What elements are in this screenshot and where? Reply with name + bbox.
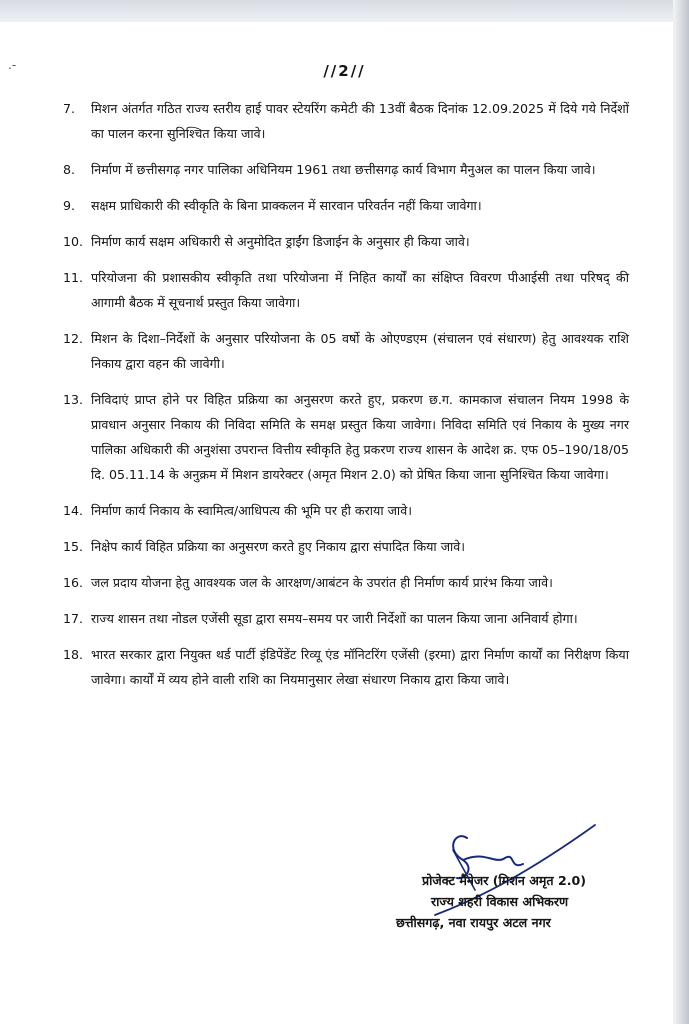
item-text: मिशन के दिशा–निर्देशों के अनुसार परियोजना के 05 वर्षो के ओएण्डएम (संचालन एवं संधारण) हेतु आवश्यक राशि निकाय द्वारा वहन की जावेगी। bbox=[91, 331, 629, 371]
item-number: 15. bbox=[63, 539, 84, 554]
scan-top-edge bbox=[0, 0, 689, 22]
item-text: निविदाएं प्राप्त होने पर विहित प्रक्रिया का अनुसरण करते हुए, प्रकरण छ.ग. कामकाज संचालन नियम 1998 के प्रावधान अनुसार निकाय की निविदा समिति के समक्ष प्रस्तुत किया जावेगा। निविदा समिति एवं निकाय के मुख्य नगर पालिका अधिकारी की अनुशंसा उपरान्त वित्तीय स्वीकृति हेतु प्रकरण राज्य शासन के आदेश क्र. एफ 05–190/18/05 दि. 05.11.14 के अनुक्रम में मिशन डायरेक्टर (अमृत मिशन 2.0) को प्रेषित किया जाना सुनिश्चित किया जावेगा। bbox=[91, 392, 629, 482]
instruction-list bbox=[63, 96, 629, 703]
list-item bbox=[63, 498, 629, 523]
signatory-department: राज्य शहरी विकास अभिकरण bbox=[431, 894, 569, 909]
item-text: परियोजना की प्रशासकीय स्वीकृति तथा परियोजना में निहित कार्यों का संक्षिप्त विवरण पीआईसी तथा परिषद् की आगामी बैठक में सूचनार्थ प्रस्तुत किया जावेगा। bbox=[91, 270, 629, 310]
list-item bbox=[63, 606, 629, 631]
item-text: मिशन अंतर्गत गठित राज्य स्तरीय हाई पावर स्टेयरिंग कमेटी की 13वीं बैठक दिनांक 12.09.2025 में दिये गये निर्देशों का पालन करना सुनिश्चित किया जावे। bbox=[91, 101, 629, 141]
list-item bbox=[63, 642, 629, 692]
scan-right-edge bbox=[673, 0, 689, 1024]
list-item bbox=[63, 570, 629, 595]
item-number: 13. bbox=[63, 392, 84, 407]
item-number: 14. bbox=[63, 503, 84, 518]
list-item bbox=[63, 157, 629, 182]
item-number: 16. bbox=[63, 575, 84, 590]
item-number: 8. bbox=[63, 162, 76, 177]
signatory-designation: प्रोजेक्ट मैनेजर (मिशन अमृत 2.0) bbox=[422, 873, 587, 888]
list-item bbox=[63, 326, 629, 376]
item-number: 17. bbox=[63, 611, 84, 626]
item-text: राज्य शासन तथा नोडल एजेंसी सूडा द्वारा समय–समय पर जारी निर्देशों का पालन किया जाना अनिवार्य होगा। bbox=[91, 611, 578, 626]
item-text: निक्षेप कार्य विहित प्रक्रिया का अनुसरण करते हुए निकाय द्वारा संपादित किया जावे। bbox=[91, 539, 466, 554]
list-item bbox=[63, 193, 629, 218]
signatory-location: छत्तीसगढ़, नवा रायपुर अटल नगर bbox=[396, 915, 551, 930]
item-text: जल प्रदाय योजना हेतु आवश्यक जल के आरक्षण/आबंटन के उपरांत ही निर्माण कार्य प्रारंभ किया जावे। bbox=[91, 575, 553, 590]
list-item bbox=[63, 534, 629, 559]
list-item bbox=[63, 387, 629, 487]
item-number: 9. bbox=[63, 198, 76, 213]
list-item bbox=[63, 96, 629, 146]
item-number: 10. bbox=[63, 234, 84, 249]
item-text: भारत सरकार द्वारा नियुक्त थर्ड पार्टी इंडिपेंडेंट रिव्यू एंड मॉनिटरिंग एजेंसी (इरमा) द्वारा निर्माण कार्यों का निरीक्षण किया जावेगा। कार्यों में व्यय होने वाली राशि का नियमानुसार लेखा संधारण निकाय द्वारा किया जावे। bbox=[91, 647, 629, 687]
list-item bbox=[63, 229, 629, 254]
signature-block bbox=[396, 870, 636, 933]
item-number: 18. bbox=[63, 647, 84, 662]
item-number: 12. bbox=[63, 331, 84, 346]
item-number: 7. bbox=[63, 101, 76, 116]
page-number: //2// bbox=[323, 62, 366, 80]
item-text: निर्माण कार्य सक्षम अधिकारी से अनुमोदित ड्राईंग डिजाईन के अनुसार ही किया जावे। bbox=[91, 234, 470, 249]
item-number: 11. bbox=[63, 270, 84, 285]
item-text: निर्माण में छत्तीसगढ़ नगर पालिका अधिनियम 1961 तथा छत्तीसगढ़ कार्य विभाग मैनुअल का पालन किया जावे। bbox=[91, 162, 596, 177]
corner-mark: .- bbox=[8, 58, 17, 72]
item-text: निर्माण कार्य निकाय के स्वामित्व/आधिपत्य की भूमि पर ही कराया जावे। bbox=[91, 503, 412, 518]
item-text: सक्षम प्राधिकारी की स्वीकृति के बिना प्राक्कलन में सारवान परिवर्तन नहीं किया जावेगा। bbox=[91, 198, 482, 213]
list-item bbox=[63, 265, 629, 315]
